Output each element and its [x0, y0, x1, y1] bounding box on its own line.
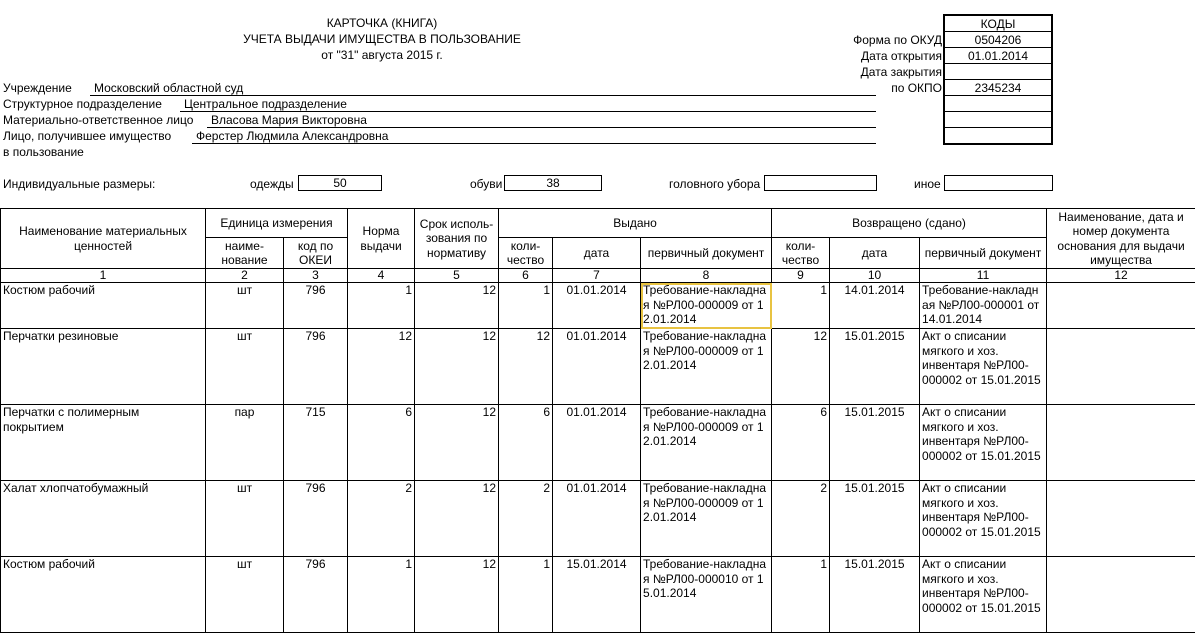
- okpo-label: по ОКПО: [891, 81, 942, 95]
- cell-date[interactable]: 01.01.2014: [553, 481, 641, 557]
- cell-unit[interactable]: шт: [206, 329, 284, 405]
- cell-basis[interactable]: [1047, 481, 1195, 557]
- codes-empty-cell[interactable]: [945, 112, 1052, 128]
- cell-unit[interactable]: шт: [206, 283, 284, 329]
- title-line-2: УЧЕТА ВЫДАЧИ ИМУЩЕСТВА В ПОЛЬЗОВАНИЕ: [243, 32, 521, 46]
- col-date-header: дата: [553, 238, 641, 269]
- cell-return-date[interactable]: 14.01.2014: [830, 283, 920, 329]
- cell-basis[interactable]: [1047, 405, 1195, 481]
- okud-label: Форма по ОКУД: [853, 33, 942, 47]
- okud-value[interactable]: 0504206: [945, 32, 1052, 48]
- col-doc-header: первичный документ: [641, 238, 772, 269]
- cell-doc[interactable]: Требование-накладная №РЛ00-000010 от 15.01.2014: [641, 557, 772, 633]
- cell-return-doc[interactable]: Акт о списании мягкого и хоз. инвентаря №РЛ00-000002 от 15.01.2015: [920, 481, 1047, 557]
- col-qty2-header: коли-чество: [772, 238, 830, 269]
- codes-header: КОДЫ: [945, 16, 1052, 32]
- cell-name[interactable]: Перчатки резиновые: [1, 329, 206, 405]
- cell-qty[interactable]: 12: [499, 329, 553, 405]
- cell-name[interactable]: Костюм рабочий: [1, 557, 206, 633]
- col-number: 3: [284, 269, 348, 283]
- cell-return-date[interactable]: 15.01.2015: [830, 405, 920, 481]
- cell-return-qty[interactable]: 2: [772, 481, 830, 557]
- title-line-3: от "31" августа 2015 г.: [321, 48, 443, 62]
- cell-unit[interactable]: шт: [206, 481, 284, 557]
- cell-basis[interactable]: [1047, 283, 1195, 329]
- responsible-underline: [207, 127, 876, 128]
- cell-date[interactable]: 01.01.2014: [553, 283, 641, 329]
- col-date2-header: дата: [830, 238, 920, 269]
- table-row: [1, 329, 1195, 405]
- cell-term[interactable]: 12: [415, 405, 499, 481]
- title-line-1: КАРТОЧКА (КНИГА): [326, 16, 438, 30]
- cell-unit[interactable]: шт: [206, 557, 284, 633]
- col-doc2-header: первичный документ: [920, 238, 1047, 269]
- cell-return-qty[interactable]: 1: [772, 283, 830, 329]
- codes-empty-cell[interactable]: [945, 128, 1052, 144]
- cell-qty[interactable]: 2: [499, 481, 553, 557]
- division-value[interactable]: Центральное подразделение: [184, 97, 347, 111]
- headwear-label: головного убора: [669, 177, 761, 191]
- responsible-value[interactable]: Власова Мария Викторовна: [211, 113, 367, 127]
- cell-name[interactable]: Халат хлопчатобумажный: [1, 481, 206, 557]
- cell-return-doc[interactable]: Акт о списании мягкого и хоз. инвентаря №РЛ00-000002 от 15.01.2015: [920, 329, 1047, 405]
- cell-date[interactable]: 01.01.2014: [553, 329, 641, 405]
- cell-return-date[interactable]: 15.01.2015: [830, 557, 920, 633]
- col-number: 6: [499, 269, 553, 283]
- col-number: 9: [772, 269, 830, 283]
- cell-doc[interactable]: Требование-накладная №РЛ00-000009 от 12.01.2014: [641, 329, 772, 405]
- table-row: [1, 405, 1195, 481]
- cell-norm[interactable]: 1: [348, 557, 415, 633]
- cell-okei[interactable]: 796: [284, 329, 348, 405]
- col-number: 4: [348, 269, 415, 283]
- institution-label: Учреждение: [3, 81, 72, 95]
- table-row: [1, 481, 1195, 557]
- col-number: 1: [1, 269, 206, 283]
- division-underline: [180, 111, 876, 112]
- cell-term[interactable]: 12: [415, 329, 499, 405]
- codes-table: [944, 15, 1052, 144]
- col-returned-header: Возвращено (сдано): [772, 209, 1047, 238]
- codes-empty-cell[interactable]: [945, 96, 1052, 112]
- issue-table: [0, 208, 1195, 633]
- col-number: 11: [920, 269, 1047, 283]
- col-issued-header: Выдано: [499, 209, 772, 238]
- recipient-label-1: Лицо, получившее имущество: [3, 129, 172, 143]
- institution-value[interactable]: Московский областной суд: [94, 81, 244, 95]
- sizes-label: Индивидуальные размеры:: [3, 177, 156, 191]
- col-number: 8: [641, 269, 772, 283]
- col-qty-header: коли-чество: [499, 238, 553, 269]
- clothes-size-field[interactable]: 50: [298, 175, 382, 191]
- cell-basis[interactable]: [1047, 557, 1195, 633]
- cell-okei[interactable]: 715: [284, 405, 348, 481]
- cell-okei[interactable]: 796: [284, 557, 348, 633]
- headwear-size-field[interactable]: [764, 175, 877, 191]
- cell-okei[interactable]: 796: [284, 283, 348, 329]
- cell-norm[interactable]: 2: [348, 481, 415, 557]
- cell-date[interactable]: 01.01.2014: [553, 405, 641, 481]
- cell-name[interactable]: Костюм рабочий: [1, 283, 206, 329]
- close-date-value[interactable]: [945, 64, 1052, 80]
- shoes-label: обуви: [470, 177, 503, 191]
- col-name-header: Наименование материальных ценностей: [1, 209, 206, 269]
- other-size-field[interactable]: [944, 175, 1053, 191]
- cell-date[interactable]: 15.01.2014: [553, 557, 641, 633]
- cell-norm[interactable]: 6: [348, 405, 415, 481]
- other-label: иное: [914, 177, 941, 191]
- cell-qty[interactable]: 1: [499, 557, 553, 633]
- col-unit-name-header: наиме-нование: [206, 238, 284, 269]
- clothes-label: одежды: [250, 177, 294, 191]
- cell-term[interactable]: 12: [415, 283, 499, 329]
- responsible-label: Материально-ответственное лицо: [3, 113, 194, 127]
- cell-return-doc[interactable]: Требование-накладная №РЛ00-000001 от 14.01.2014: [920, 283, 1047, 329]
- close-date-label: Дата закрытия: [860, 65, 942, 79]
- cell-norm[interactable]: 12: [348, 329, 415, 405]
- col-unit-header: Единица измерения: [206, 209, 348, 238]
- col-number: 12: [1047, 269, 1195, 283]
- cell-return-date[interactable]: 15.01.2015: [830, 481, 920, 557]
- cell-return-qty[interactable]: 6: [772, 405, 830, 481]
- col-term-header: Срок исполь-зования по нормативу: [415, 209, 499, 269]
- cell-doc[interactable]: Требование-накладная №РЛ00-000009 от 12.01.2014: [641, 405, 772, 481]
- col-number: 10: [830, 269, 920, 283]
- recipient-label-2: в пользование: [3, 145, 84, 159]
- cell-qty[interactable]: 6: [499, 405, 553, 481]
- col-norm-header: Норма выдачи: [348, 209, 415, 269]
- open-date-value[interactable]: 01.01.2014: [945, 48, 1052, 64]
- cell-doc-selected[interactable]: Требование-накладная №РЛ00-000009 от 12.01.2014: [641, 283, 772, 329]
- cell-unit[interactable]: пар: [206, 405, 284, 481]
- cell-norm[interactable]: 1: [348, 283, 415, 329]
- cell-return-date[interactable]: 15.01.2015: [830, 329, 920, 405]
- cell-term[interactable]: 12: [415, 481, 499, 557]
- cell-return-doc[interactable]: Акт о списании мягкого и хоз. инвентаря №РЛ00-000002 от 15.01.2015: [920, 557, 1047, 633]
- table-row: [1, 557, 1195, 633]
- cell-return-qty[interactable]: 12: [772, 329, 830, 405]
- cell-name[interactable]: Перчатки с полимерным покрытием: [1, 405, 206, 481]
- open-date-label: Дата открытия: [860, 49, 942, 63]
- division-label: Структурное подразделение: [3, 97, 162, 111]
- shoes-size-field[interactable]: 38: [504, 175, 602, 191]
- cell-qty[interactable]: 1: [499, 283, 553, 329]
- okpo-value[interactable]: 2345234: [945, 80, 1052, 96]
- table-row: [1, 283, 1195, 329]
- cell-doc[interactable]: Требование-накладная №РЛ00-000009 от 12.01.2014: [641, 481, 772, 557]
- col-number: 7: [553, 269, 641, 283]
- col-number: 2: [206, 269, 284, 283]
- col-basis-header: Наименование, дата и номер документа основания для выдачи имущества: [1047, 209, 1195, 269]
- cell-return-qty[interactable]: 1: [772, 557, 830, 633]
- recipient-underline: [192, 143, 876, 144]
- col-unit-code-header: код по ОКЕИ: [284, 238, 348, 269]
- cell-term[interactable]: 12: [415, 557, 499, 633]
- cell-basis[interactable]: [1047, 329, 1195, 405]
- col-number: 5: [415, 269, 499, 283]
- recipient-value[interactable]: Ферстер Людмила Александровна: [196, 129, 389, 143]
- cell-okei[interactable]: 796: [284, 481, 348, 557]
- cell-return-doc[interactable]: Акт о списании мягкого и хоз. инвентаря №РЛ00-000002 от 15.01.2015: [920, 405, 1047, 481]
- institution-underline: [90, 95, 876, 96]
